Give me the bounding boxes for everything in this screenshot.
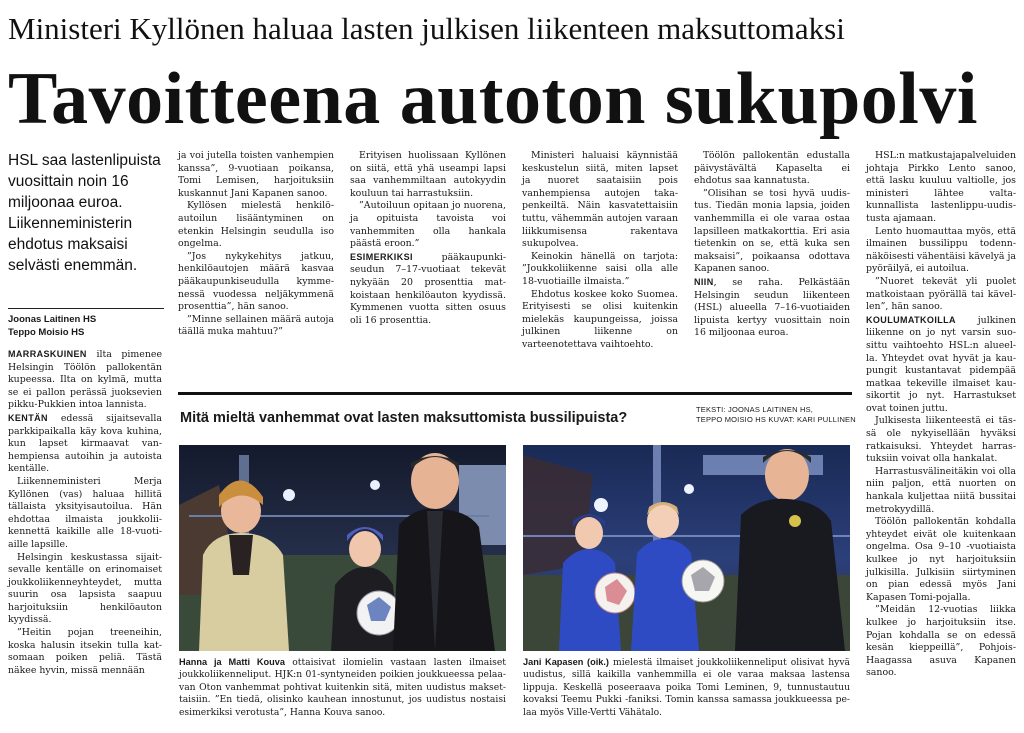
caption-1-text: ottaisivat ilomielin vastaan lasten ilmaiset joukkoliikenneliput. HJK:n 01-syntyneiden poikien joukkueessa pelaavan Oton vanhemmat pohtivat kuitenkin sitä, miten uudistus maksettaisiin. ”En tiedä, olisinko kauhean innostunut, jos uudistus nostaisi esimerkiksi verotusta”, Hanna Kouva sanoo. [179,657,506,718]
paragraph [178,150,334,200]
paragraph-text: Liikenneministeri Merja Kyllönen (vas) haluaa hillitä tällaista yksityisautoilua. Hän ehdottaa ilmaista joukkoliikennettä kaikille alle 18-vuotiaille lapsille. [8,475,162,550]
paragraph [866,276,1016,314]
paragraph-text: , se raha. Pelkästään Helsingin seudun liikenteen (HSL) alueella 7–16-vuotiaiden lipuista kertyy vuosittain noin 16 miljoonaa euroa. [694,276,850,339]
paragraph-text: ”Minne sellainen määrä autoja täällä muka mahtuu?” [178,313,334,338]
paragraph-text: Helsingin keskustassa sijaitsevalle kentälle on erinomaiset joukkoliikenneyhteydet, mutta suurin osa lapsista saapuu harjoituksiin henkilöauton kyydissä. [8,551,162,626]
paragraph-lead-word: KOULUMATKOILLA [866,314,956,325]
paragraph [522,251,678,289]
caption-2-names: Jani Kapasen (oik.) [523,657,609,667]
caption-2-text: mielestä ilmaiset joukkoliikenneliput olisivat hyvä uudistus, sillä kaikilla vanhemmilla ei ole varaa maksaa lastensa lippuja. Keskellä poseeraava poika Tomi Leminen, 9, tunnustautuu kovaksi Teemu Pukki -faniksi. Tomin kanssa samassa joukkueessa pelaa myös Ville-Vertti Vähätalo. [523,657,851,718]
article-column-4 [522,150,678,352]
paragraph-text: ”Jos nykykehitys jatkuu, henkilöautojen määrä kasvaa pääkaupunkiseudulla kymmenessä vuodessa neljäkymmenä prosenttia”, hän sanoo. [178,250,334,313]
paragraph [866,604,1016,680]
paragraph-text: Töölön pallokentän edustalla päivystävältä Kapaselta ei ehdotus saa kannatusta. [694,150,850,187]
box-top-rule [178,392,852,395]
paragraph [8,348,162,412]
paragraph-text: ”Heitin pojan treeneihin, koska halusin itsekin tulla katsomaan poiken peliä. Tästä näkee hyvin, missä mennään [8,627,162,676]
paragraph-text: edessä sijaitsevalla parkkipaikalla käy kova kuhina, kun lapset kirmaavat vanhempiensa autoihin ja autoista kentälle. [8,412,162,475]
byline-author-1: Joonas Laitinen HS [8,314,97,325]
paragraph [8,627,162,677]
paragraph-text: Lento huomauttaa myös, että ilmainen bussilippu todennnäköisesti vähentäisi kävelyä ja pyöräilyä, ei autoilua. [866,225,1016,275]
paragraph-text: Ministeri haluaisi käynnistää keskustelun siitä, miten lapset ja nuoret saataisiin pois vanhempiensa autojen takapenkeiltä. Näin kasvatettaisiin tuttu, vähemmän autojen varaan liikkumisensa rakentava sukupolvea. [522,150,678,250]
paragraph-text: Erityisen huolissaan Kyllönen on siitä, että yhä useampi lapsi saa vanhemmiltaan autokyydin kouluun tai harrastuksiin. [350,150,506,199]
paragraph [350,200,506,250]
paragraph-text: ”Autoiluun opitaan jo nuorena, ja opituista tavoista voi vanhemmiten olla hankala päästä eroon.” [350,200,506,250]
byline-rule [8,308,164,309]
paragraph [350,150,506,200]
article-column-1 [8,348,162,677]
photo-parents-and-child [179,445,506,651]
paragraph [866,516,1016,604]
paragraph-lead-word: NIIN [694,276,714,287]
box-credit-line-2: TEPPO MOISIO HS KUVAT: KARI PULLINEN [696,415,856,424]
paragraph-text: ”Nuoret tekevät yli puolet matkoistaan pyörällä tai kävellen”, hän sanoo. [866,275,1016,313]
article-column-6 [866,150,1016,680]
paragraph [866,226,1016,276]
article-column-3 [350,150,506,327]
paragraph-text: ja voi jutella toisten vanhempien kanssa”, 9-vuotiaan poikansa, Tomi Lemisen, harjoituksiin kuskannut Jani Kapanen sanoo. [178,150,334,199]
paragraph [8,552,162,628]
paragraph [866,314,1016,416]
paragraph [694,276,850,340]
paragraph-text: Keinokin hänellä on tarjota: ”Joukkoliikenne saisi olla alle 18-vuotiaille ilmaista.” [522,250,678,287]
paragraph-text: ”Olisihan se tosi hyvä uudistus. Tiedän monia lapsia, joiden vanhemmilla ei ole varaa ostaa lapsilleen matkakorttia. Eri asia tietenkin on se, että kuka sen maksaisi”, poikaansa odottava Kapanen sanoo. [694,187,850,275]
paragraph [178,200,334,250]
paragraph-text: julkinen liikenne on jo nyt varsin suosittu vaihtoehto HSL:n alueella. Yhteydet ovat hyvät ja kaupungit kustantavat pidempää matkaa tekeville ilmaiset kausikortit jo nyt. Harrastukset ovat toinen juttu. [866,314,1016,414]
paragraph-text: pääkaupunkiseudun 7–17-vuotiaat tekevät nykyään 20 prosenttia matkoistaan henkilöauton kyydissä. Kymmenen vuotta sitten osuus oli 16 prosenttia. [350,251,506,326]
lead-paragraph: HSL saa lastenlipuista vuosittain noin 16 miljoonaa euroa. Liikenneministerin ehdotus maksaisi selvästi enemmän. [8,152,161,274]
article-column-2 [178,150,334,339]
paragraph [178,314,334,339]
paragraph-text: Julkisesta liikenteestä ei tässä ole nykyisellään hyväksi ratkaisuksi. Yhteydet harrastuksiin voivat olla hankalat. [866,415,1016,465]
box-credit [696,405,856,425]
headline: Tavoitteena autoton sukupolvi [8,58,978,140]
paragraph-text: Kyllösen mielestä henkilöautoilun lisääntyminen on etenkin Helsingin seudulla iso ongelma. [178,200,334,250]
paragraph-text: Ehdotus koskee koko Suomea. Erityisesti se olisi kuitenkin mielekäs kaupungeissa, joissa julkinen liikenne on varteenotettava vaihtoehto. [522,288,678,350]
paragraph-text: Töölön pallokentän kohdalla yhteydet eivät ole kuitenkaan ongelma. Osa 9–10 -vuotiaista kulkee jo nyt harjoituksiin julkisilla. Julkisiin siirtyminen on pian edessä myös Jani Kapasen Tomi-pojalla. [866,516,1016,603]
paragraph-lead-word: ESIMERKIKSI [350,251,413,262]
byline [8,313,96,339]
paragraph-text: ilta pimenee Helsingin Töölön pallokentän kupeessa. Ilta on kylmä, mutta se ei pallon perässä juoksevien pikku-Pukkien intoa lannista. [8,349,162,411]
article-column-5 [694,150,850,340]
paragraph [694,188,850,276]
photo-2-caption [523,656,850,719]
box-heading: Mitä mieltä vanhemmat ovat lasten maksuttomista bussilipuista? [180,410,628,426]
caption-1-names: Hanna ja Matti Kouva [179,657,285,667]
paragraph-lead-word: MARRASKUINEN [8,349,87,359]
kicker: Ministeri Kyllönen haluaa lasten julkisen liikenteen maksuttomaksi [8,11,845,46]
paragraph [522,150,678,251]
paragraph [8,412,162,476]
photo-father-and-boys [523,445,850,651]
paragraph [866,150,1016,226]
box-credit-line-1: TEKSTI: JOONAS LAITINEN HS, [696,405,814,414]
paragraph [178,251,334,314]
paragraph [350,251,506,328]
paragraph [8,476,162,552]
paragraph-text: ”Meidän 12-vuotias liikka kulkee jo harjoituksiin itse. Pojan kohdalla se on edessä kesän kieppeillä”, Pohjois-Haagassa asuva Kapanen sanoo. [866,604,1016,679]
paragraph [522,289,678,352]
paragraph-lead-word: KENTÄN [8,412,48,423]
paragraph-text: HSL:n matkustajapalveluiden johtaja Pirkko Lento sanoo, että lasku kuuluu valtiolle, jos ministeri lähtee valtakunnallista lastenlippu-uudistusta ajamaan. [866,150,1016,224]
paragraph-text: Harrastusvälineitäkin voi olla niin paljon, että nuorten on hankala kuljettaa niitä bussitai metrokyydillä. [866,465,1016,515]
byline-author-2: Teppo Moisio HS [8,327,85,338]
paragraph [866,415,1016,465]
paragraph [694,150,850,188]
paragraph [866,466,1016,516]
photo-1-caption [179,656,506,719]
